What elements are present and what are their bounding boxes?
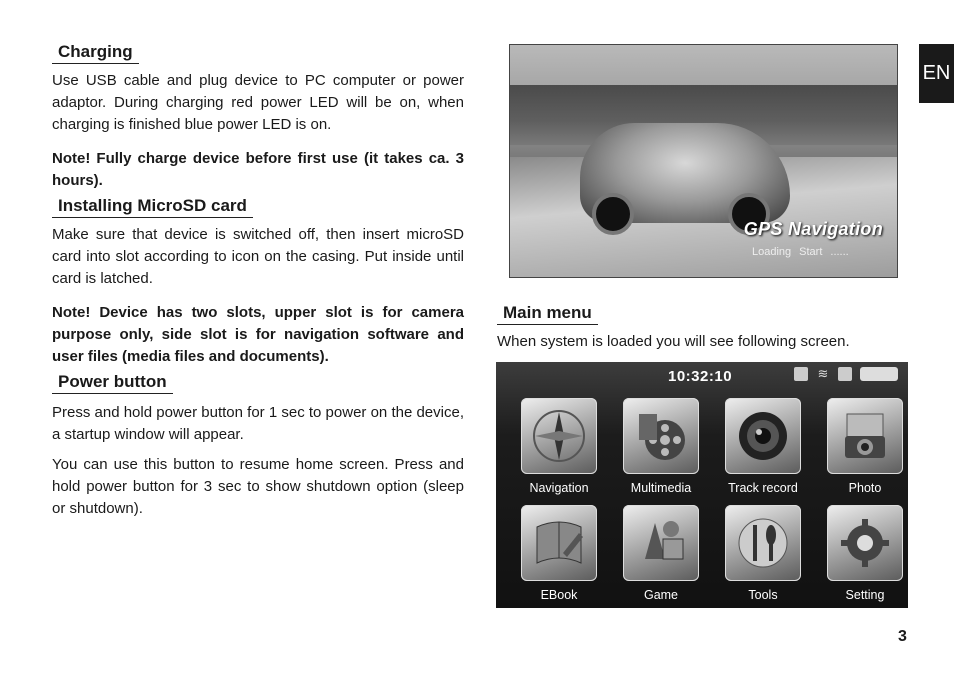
language-tab: EN bbox=[919, 44, 954, 103]
main-menu-text: When system is loaded you will see following screen. bbox=[497, 333, 850, 350]
film-reel-icon bbox=[623, 398, 699, 474]
compass-icon bbox=[521, 398, 597, 474]
page-number: 3 bbox=[898, 628, 907, 645]
camera-status-icon bbox=[794, 367, 808, 381]
loading-status bbox=[752, 246, 849, 258]
status-icons bbox=[794, 367, 898, 381]
app-tools[interactable] bbox=[712, 505, 814, 612]
app-label: Tools bbox=[748, 588, 778, 602]
gps-navigation-title: GPS Navigation bbox=[743, 219, 883, 239]
camera-lens-icon bbox=[725, 398, 801, 474]
power-heading: Power button bbox=[52, 372, 173, 394]
charging-text: Use USB cable and plug device to PC computer or power adaptor. During charging red power LED will be on, when charging is finished blue power LED is on. bbox=[52, 72, 464, 133]
app-ebook[interactable] bbox=[508, 505, 610, 612]
wifi-icon: ≋ bbox=[817, 366, 829, 381]
main-menu-heading: Main menu bbox=[497, 303, 598, 325]
battery-icon bbox=[860, 367, 898, 381]
app-game[interactable] bbox=[610, 505, 712, 612]
game-icon bbox=[623, 505, 699, 581]
book-icon bbox=[521, 505, 597, 581]
device-main-menu-screenshot bbox=[496, 362, 908, 608]
clock: 10:32:10 bbox=[668, 368, 733, 385]
app-track-record[interactable] bbox=[712, 398, 814, 505]
app-label: Navigation bbox=[529, 481, 589, 495]
loading-label: Loading bbox=[752, 246, 792, 258]
microsd-note: Note! Device has two slots, upper slot is for camera purpose only, side slot is for navigation software and user files (media files and documents). bbox=[52, 304, 464, 365]
sd-card-icon bbox=[838, 367, 852, 381]
app-multimedia[interactable] bbox=[610, 398, 712, 505]
app-label: EBook bbox=[540, 588, 578, 602]
app-navigation[interactable] bbox=[508, 398, 610, 505]
power-text-1: Press and hold power button for 1 sec to power on the device, a startup window will appear. bbox=[52, 404, 464, 443]
main-menu-heading-wrap bbox=[497, 303, 598, 325]
tools-icon bbox=[725, 505, 801, 581]
loading-dots: ...... bbox=[830, 246, 849, 258]
charging-heading: Charging bbox=[52, 42, 139, 64]
gps-startup-screenshot bbox=[509, 44, 898, 278]
gear-icon bbox=[827, 505, 903, 581]
left-column bbox=[52, 42, 464, 520]
app-setting[interactable] bbox=[814, 505, 916, 612]
microsd-heading: Installing MicroSD card bbox=[52, 196, 253, 218]
photo-camera-icon bbox=[827, 398, 903, 474]
app-label: Multimedia bbox=[630, 481, 692, 495]
app-label: Track record bbox=[728, 481, 798, 495]
power-text-2: You can use this button to resume home screen. Press and hold power button for 3 sec to show shutdown option (sleep or shutdown). bbox=[52, 456, 464, 517]
sports-car-image bbox=[580, 123, 790, 223]
app-label: Setting bbox=[845, 588, 885, 602]
app-label: Photo bbox=[848, 481, 882, 495]
start-label: Start bbox=[799, 246, 823, 258]
app-label: Game bbox=[643, 588, 679, 602]
charging-note: Note! Fully charge device before first use (it takes ca. 3 hours). bbox=[52, 150, 464, 189]
app-grid bbox=[508, 398, 916, 612]
wheel-icon bbox=[592, 193, 634, 235]
app-photo[interactable] bbox=[814, 398, 916, 505]
microsd-text: Make sure that device is switched off, then insert microSD card into slot according to icon on the casing. Put inside until card is latched. bbox=[52, 226, 464, 287]
